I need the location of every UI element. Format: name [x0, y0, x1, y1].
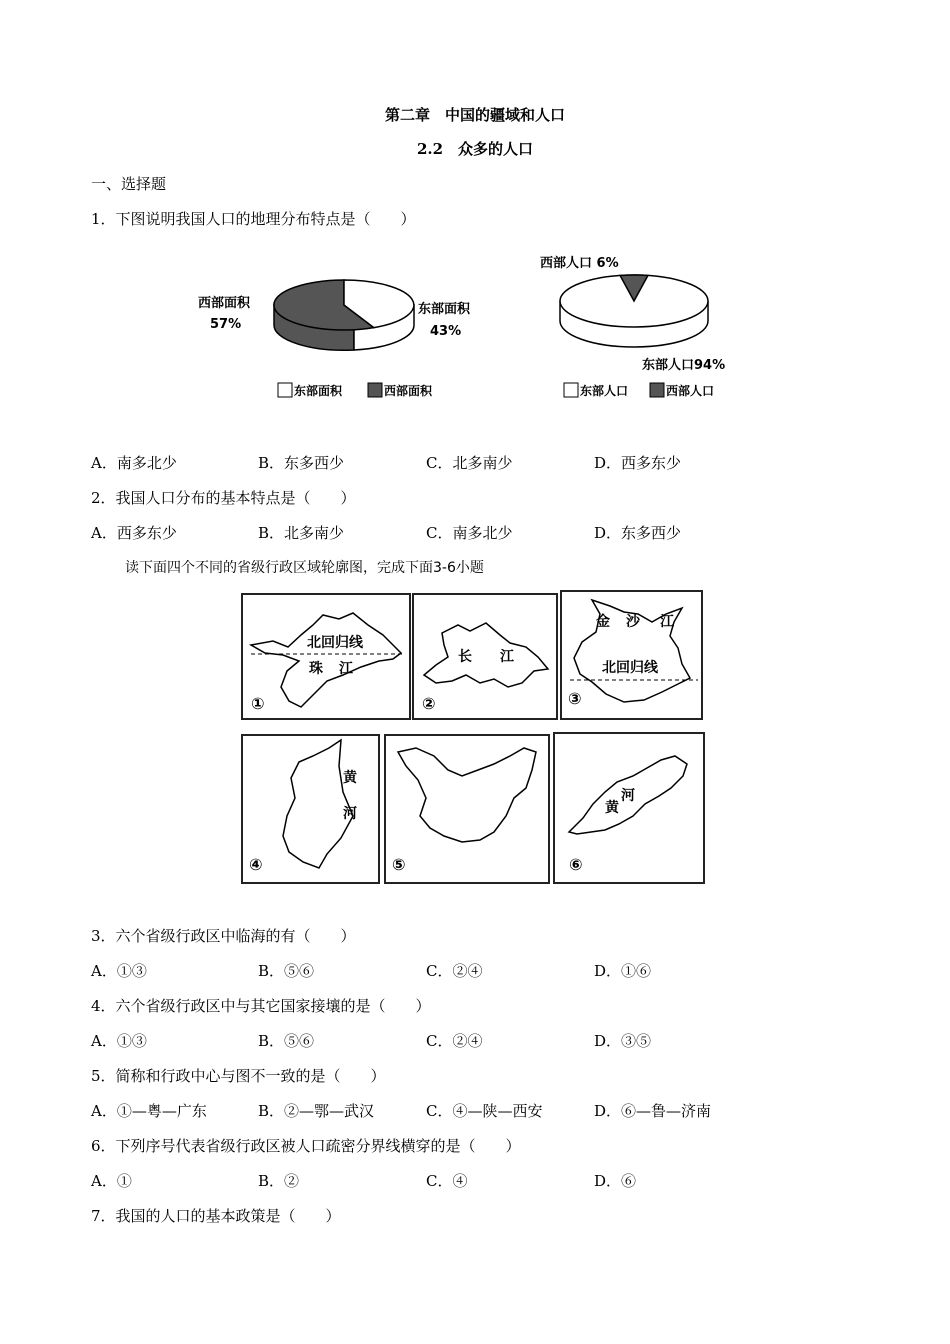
map-1-label-jiang: 江	[339, 661, 353, 677]
question-4: 4．六个省级行政区中与其它国家接壤的是（ ）	[91, 997, 431, 1015]
question-7: 7．我国的人口的基本政策是（ ）	[91, 1207, 341, 1225]
map-1-outline	[251, 613, 401, 707]
q4-option-c[interactable]: C．②④	[426, 1032, 483, 1050]
q2-option-c[interactable]: C．南多北少	[426, 524, 513, 542]
q1-option-d[interactable]: D．西多东少	[594, 454, 682, 472]
q1-option-c[interactable]: C．北多南少	[426, 454, 513, 472]
map-5-outline	[398, 748, 536, 842]
map-4-label-he: 河	[343, 806, 357, 822]
q4-option-b[interactable]: B．⑤⑥	[258, 1032, 315, 1050]
map-2-label-chang: 长	[458, 649, 472, 665]
q1-option-b[interactable]: B．东多西少	[258, 454, 345, 472]
legend-swatch-west-area	[368, 383, 382, 397]
question-5: 5．简称和行政中心与图不一致的是（ ）	[91, 1067, 386, 1085]
map-6	[553, 732, 705, 884]
label-west-area-value: 57%	[210, 317, 242, 332]
legend-label-west-population: 西部人口	[666, 384, 715, 398]
map-4	[241, 734, 380, 884]
map-4-outline	[283, 740, 353, 868]
q5-option-b[interactable]: B．②—鄂—武汉	[258, 1102, 375, 1120]
map-5	[384, 734, 550, 884]
q3-option-d[interactable]: D．①⑥	[594, 962, 652, 980]
map-3-label-sha: 沙	[626, 614, 640, 630]
map-2-number: ②	[422, 694, 436, 713]
map-1	[241, 593, 411, 720]
q1-option-a[interactable]: A．南多北少	[91, 454, 177, 472]
q4-option-a[interactable]: A．①③	[91, 1032, 147, 1050]
q5-option-a[interactable]: A．①—粤—广东	[91, 1102, 207, 1120]
map-5-number: ⑤	[392, 855, 406, 874]
legend-label-west-area: 西部面积	[384, 384, 433, 398]
q6-option-c[interactable]: C．④	[426, 1172, 468, 1190]
population-pie-chart	[540, 255, 725, 398]
q6-option-a[interactable]: A．①	[91, 1172, 132, 1190]
q3-option-c[interactable]: C．②④	[426, 962, 483, 980]
map-3-label-jiang: 江	[660, 614, 674, 630]
q2-option-a[interactable]: A．西多东少	[91, 524, 177, 542]
legend-swatch-east-area	[278, 383, 292, 397]
label-east-population: 东部人口94%	[642, 358, 726, 373]
q3-option-a[interactable]: A．①③	[91, 962, 147, 980]
legend-label-east-area: 东部面积	[294, 384, 343, 398]
map-1-number: ①	[251, 694, 265, 713]
map-6-label-huang: 黄	[605, 800, 619, 816]
label-west-population: 西部人口 6%	[540, 256, 619, 271]
map-4-label-huang: 黄	[343, 770, 357, 786]
map-2	[412, 593, 558, 720]
q4-option-d[interactable]: D．③⑤	[594, 1032, 652, 1050]
map-1-label-tropic: 北回归线	[307, 635, 363, 651]
map-4-number: ④	[249, 855, 263, 874]
map-6-number: ⑥	[569, 855, 583, 874]
question-3: 3．六个省级行政区中临海的有（ ）	[91, 927, 356, 945]
map-1-label-zhu: 珠	[309, 661, 323, 677]
question-6: 6．下列序号代表省级行政区被人口疏密分界线横穿的是（ ）	[91, 1137, 521, 1155]
legend-swatch-west-population	[650, 383, 664, 397]
label-west-area-name: 西部面积	[198, 296, 251, 311]
map-2-label-jiang: 江	[500, 649, 514, 665]
chapter-title: 第二章 中国的疆域和人口	[384, 106, 565, 124]
intro-text: 读下面四个不同的省级行政区域轮廓图，完成下面3-6小题	[125, 560, 484, 576]
map-2-outline	[424, 623, 548, 687]
question-1: 1．下图说明我国人口的地理分布特点是（ ）	[91, 210, 416, 228]
legend-swatch-east-population	[564, 383, 578, 397]
label-east-area-name: 东部面积	[418, 302, 471, 317]
q6-option-b[interactable]: B．②	[258, 1172, 300, 1190]
pie-charts-figure	[190, 245, 760, 415]
map-6-label-he: 河	[621, 788, 635, 804]
section-title: 2.2 众多的人口	[416, 140, 534, 158]
question-2: 2．我国人口分布的基本特点是（ ）	[91, 489, 356, 507]
q2-option-b[interactable]: B．北多南少	[258, 524, 345, 542]
q2-option-d[interactable]: D．东多西少	[594, 524, 682, 542]
q6-option-d[interactable]: D．⑥	[594, 1172, 637, 1190]
q3-option-b[interactable]: B．⑤⑥	[258, 962, 315, 980]
map-3-number: ③	[568, 689, 582, 708]
legend-label-east-population: 东部人口	[580, 384, 629, 398]
label-east-area-value: 43%	[430, 324, 462, 339]
map-3-label-jin: 金	[596, 614, 610, 630]
map-3	[560, 590, 703, 720]
q5-option-d[interactable]: D．⑥—鲁—济南	[594, 1102, 712, 1120]
q5-option-c[interactable]: C．④—陕—西安	[426, 1102, 543, 1120]
map-3-label-tropic: 北回归线	[602, 660, 658, 676]
area-pie-chart	[198, 280, 471, 398]
part-heading: 一、选择题	[91, 175, 167, 193]
